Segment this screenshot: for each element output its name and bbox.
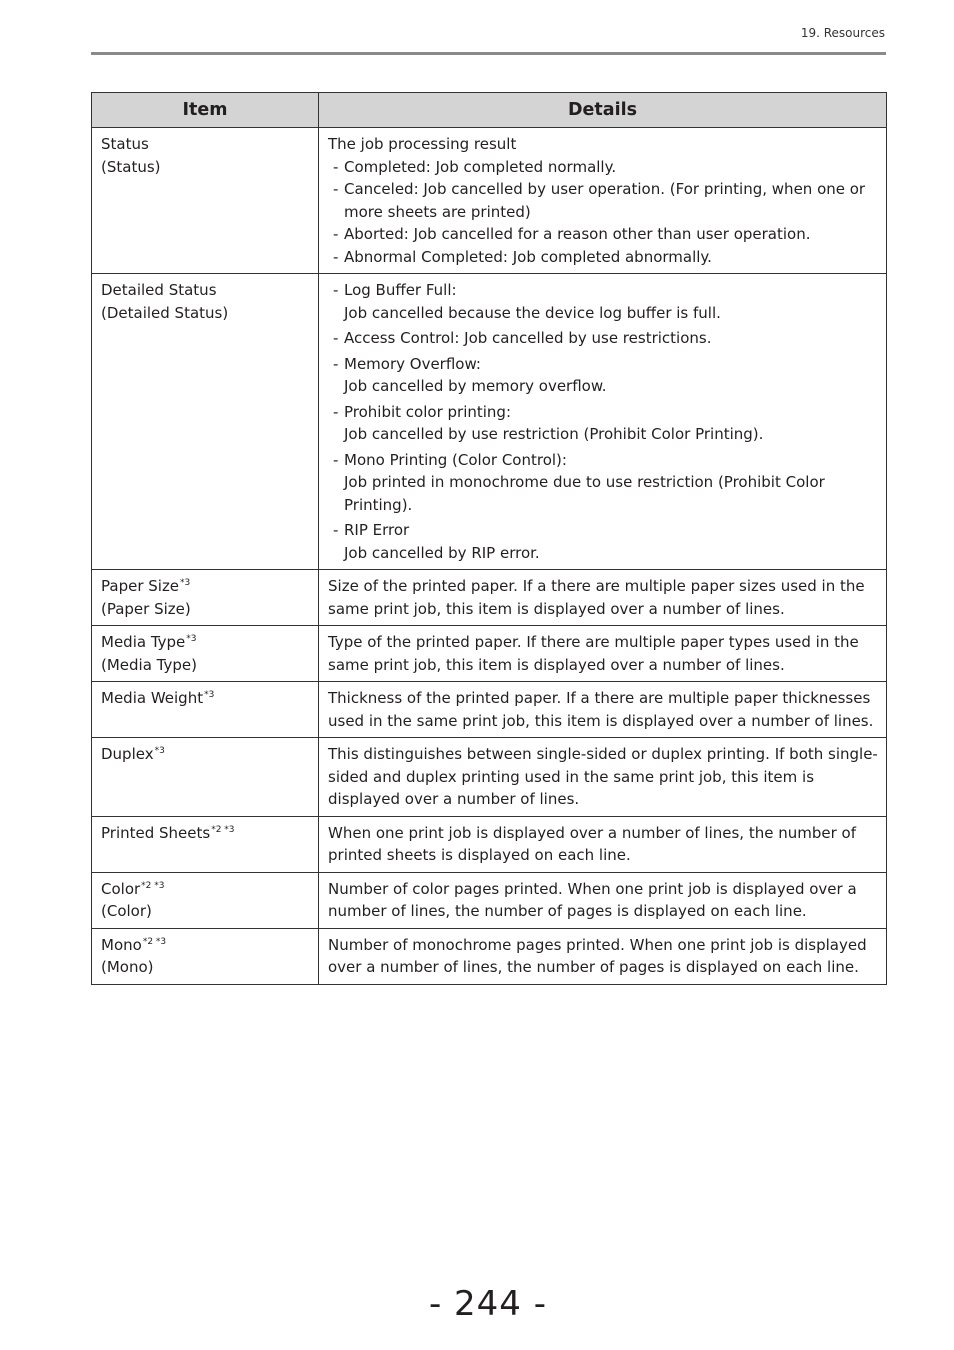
- footnote-marker: *2 *3: [211, 824, 235, 835]
- item-alias: (Media Type): [101, 655, 197, 674]
- footnote-marker: *2 *3: [141, 880, 165, 891]
- table-row: [92, 738, 887, 817]
- status-title: - Access Control: Job cancelled by use restrictions.: [344, 329, 712, 347]
- column-header-details: Details: [319, 93, 887, 128]
- item-name: Status: [101, 135, 149, 153]
- details-cell: [319, 128, 887, 274]
- item-cell: [92, 872, 319, 928]
- details-cell: Number of monochrome pages printed. When one print job is displayed over a number of lines, the number of pages is displayed on each line.: [319, 928, 887, 984]
- table-row: [92, 274, 887, 570]
- status-description: Job printed in monochrome due to use restriction (Prohibit Color Printing).: [344, 473, 825, 514]
- item-cell: [92, 128, 319, 274]
- header-divider: [91, 52, 886, 55]
- item-name: Detailed Status: [101, 281, 217, 299]
- status-title: - Mono Printing (Color Control):: [344, 450, 567, 469]
- item-name: Media Type$^{*3}$: [101, 633, 197, 651]
- details-cell: Type of the printed paper. If there are multiple paper types used in the same print job, this item is displayed over a number of lines.: [319, 626, 887, 682]
- footnote-marker: *3: [204, 690, 215, 700]
- item-cell: [92, 274, 319, 570]
- table-header-row: [92, 93, 887, 128]
- item-cell: [92, 738, 319, 817]
- list-item: - Canceled: Job cancelled by user operation. (For printing, when one or more sheets are printed): [328, 178, 878, 223]
- item-cell: [92, 816, 319, 872]
- list-item: [328, 401, 878, 446]
- item-cell: [92, 626, 319, 682]
- status-title: - Prohibit color printing:: [344, 402, 512, 421]
- item-name: Color$^{*2 *3}$: [101, 879, 165, 898]
- list-item: [328, 449, 878, 517]
- item-cell: [92, 570, 319, 626]
- list-item: [328, 353, 878, 398]
- table-row: [92, 928, 887, 984]
- list-item: - Completed: Job completed normally.: [328, 156, 878, 179]
- column-header-item: Item: [92, 93, 319, 128]
- status-description: Job cancelled because the device log buffer is full.: [344, 303, 721, 322]
- details-cell: When one print job is displayed over a number of lines, the number of printed sheets is displayed on each line.: [319, 816, 887, 872]
- table-row: [92, 872, 887, 928]
- item-alias: (Color): [101, 902, 152, 920]
- page-number: - 244 -: [428, 1284, 548, 1324]
- footnote-marker: *3: [180, 578, 191, 588]
- status-description: Job cancelled by RIP error.: [344, 543, 540, 562]
- details-intro: The job processing result: [328, 135, 517, 153]
- table-row: [92, 626, 887, 682]
- footnote-marker: *3: [154, 746, 165, 756]
- item-alias: (Detailed Status): [101, 303, 229, 322]
- item-alias: (Paper Size): [101, 599, 191, 618]
- footnote-marker: *2 *3: [142, 936, 167, 947]
- item-name: Mono$^{*2 *3}$: [101, 935, 167, 954]
- table-row: [92, 682, 887, 738]
- resources-table: [91, 92, 887, 985]
- section-header: 19. Resources: [800, 26, 885, 40]
- status-title: - Log Buffer Full:: [344, 281, 457, 299]
- list-item: - Abnormal Completed: Job completed abnormally.: [328, 246, 878, 269]
- item-cell: [92, 682, 319, 738]
- item-name: Paper Size$^{*3}$: [101, 577, 191, 595]
- item-alias: (Mono): [101, 958, 154, 976]
- details-cell: Number of color pages printed. When one print job is displayed over a number of lines, the number of pages is displayed on each line.: [319, 872, 887, 928]
- table-row: [92, 570, 887, 626]
- details-cell: This distinguishes between single-sided or duplex printing. If both single-sided and duplex printing used in the same print job, this item is displayed over a number of lines.: [319, 738, 887, 817]
- status-description: Job cancelled by use restriction (Prohibit Color Printing).: [344, 425, 764, 443]
- item-name: Printed Sheets$^{*2 *3}$: [101, 823, 235, 842]
- list-item: [328, 519, 878, 564]
- table-row: [92, 128, 887, 274]
- details-cell: Size of the printed paper. If a there are multiple paper sizes used in the same print job, this item is displayed over a number of lines.: [319, 570, 887, 626]
- item-cell: [92, 928, 319, 984]
- item-alias: (Status): [101, 157, 161, 176]
- item-name: Media Weight$^{*3}$: [101, 689, 215, 707]
- list-item: - Aborted: Job cancelled for a reason other than user operation.: [328, 223, 878, 246]
- item-name: Duplex$^{*3}$: [101, 745, 165, 763]
- details-cell: [319, 274, 887, 570]
- list-item: [328, 327, 878, 350]
- details-cell: Thickness of the printed paper. If a there are multiple paper thicknesses used in the same print job, this item is displayed over a number of lines.: [319, 682, 887, 738]
- status-title: - RIP Error: [344, 521, 410, 539]
- table-row: [92, 816, 887, 872]
- list-item: [328, 279, 878, 324]
- status-title: - Memory Overflow:: [344, 354, 481, 373]
- footnote-marker: *3: [186, 634, 197, 644]
- status-description: Job cancelled by memory overflow.: [344, 377, 607, 395]
